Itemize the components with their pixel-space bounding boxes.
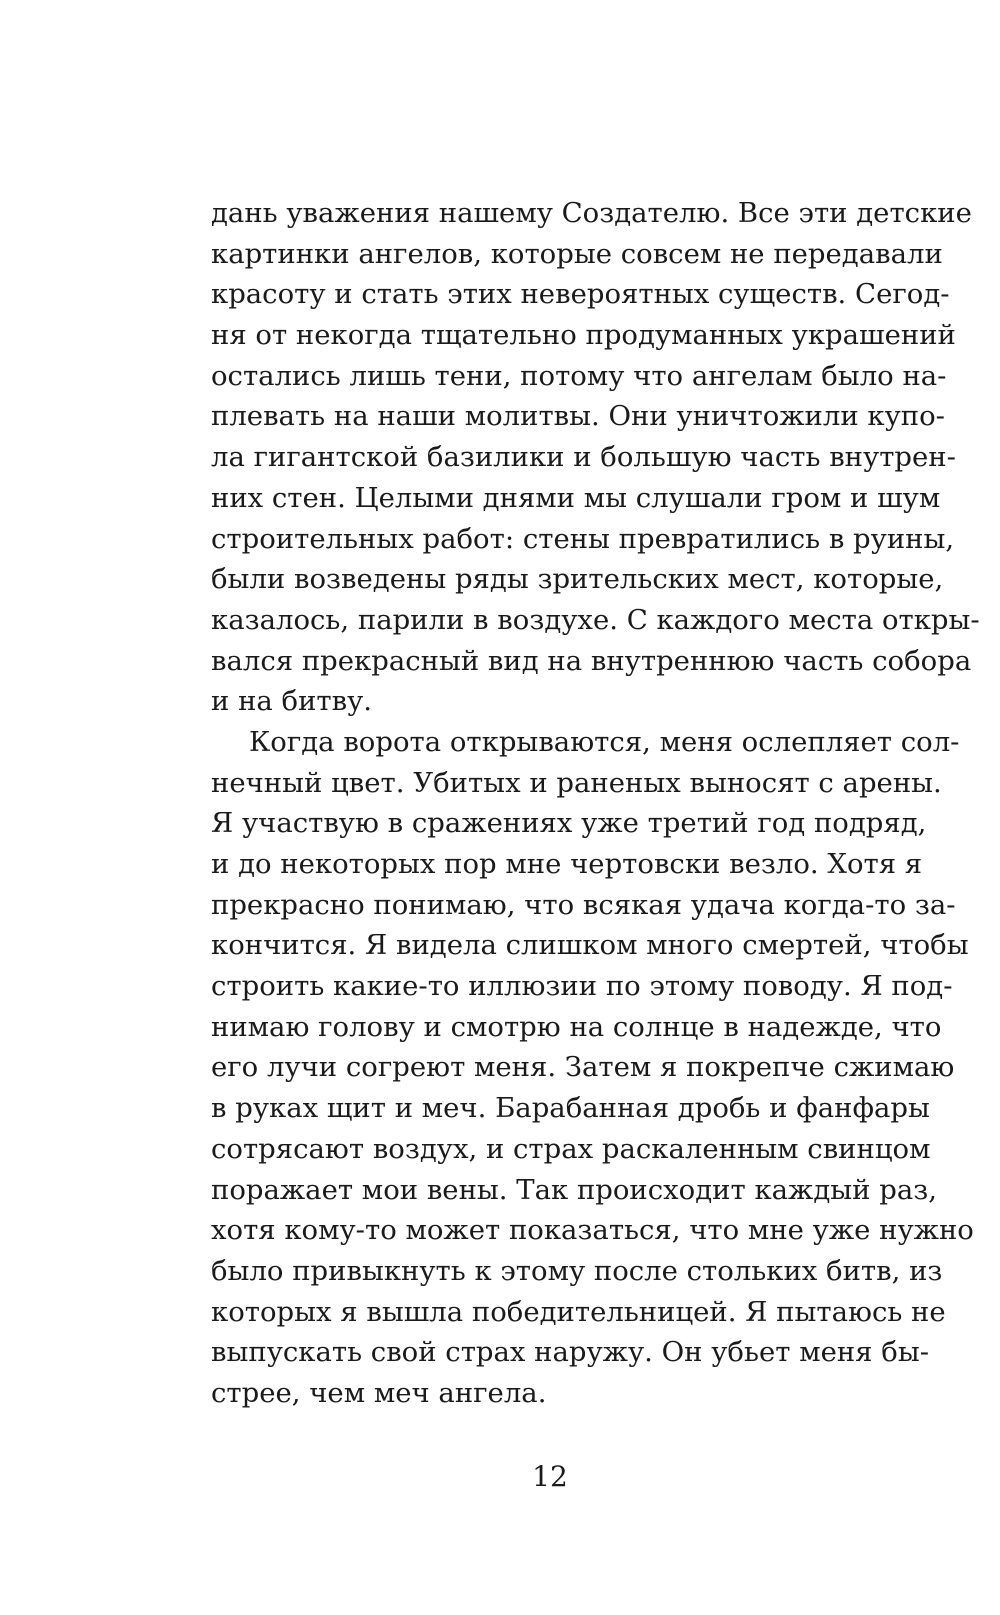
text-line: сотрясают воздух, и страх раскаленным свинцом [211, 1132, 931, 1165]
text-line: Когда ворота открываются, меня ослепляет сол- [249, 725, 960, 758]
text-line: плевать на наши молитвы. Они уничтожили купо- [211, 400, 945, 433]
body-text [211, 193, 980, 1414]
text-line: них стен. Целыми днями мы слушали гром и шум [211, 481, 941, 514]
text-line: нечный цвет. Убитых и раненых выносят с арены. [211, 766, 942, 799]
text-line: выпускать свой страх наружу. Он убьет меня бы- [211, 1336, 930, 1369]
text-line: хотя кому-то может показаться, что мне уже нужно [211, 1214, 974, 1247]
paragraph-1 [211, 193, 980, 722]
text-line: ла гигантской базилики и большую часть внутрен- [211, 441, 956, 474]
text-line: остались лишь тени, потому что ангелам было на- [211, 359, 947, 392]
text-line: поражает мои вены. Так происходит каждый раз, [211, 1173, 937, 1206]
text-line: и на битву. [211, 685, 373, 718]
text-line: казалось, парили в воздухе. С каждого места откры- [211, 603, 980, 636]
text-line: было привыкнуть к этому после стольких битв, из [211, 1254, 943, 1287]
paragraph-2 [211, 722, 974, 1414]
text-line: ня от некогда тщательно продуманных украшений [211, 319, 956, 352]
text-line: в руках щит и меч. Барабанная дробь и фанфары [211, 1092, 930, 1125]
text-line: прекрасно понимаю, что всякая удача когда-то за- [211, 888, 956, 921]
text-line: красоту и стать этих невероятных существ. Сегод- [211, 278, 950, 311]
text-line: его лучи согреют меня. Затем я покрепче сжимаю [211, 1051, 955, 1084]
text-line: Я участвую в сражениях уже третий год подряд, [211, 807, 927, 840]
text-line: нимаю голову и смотрю на солнце в надежде, что [211, 1010, 942, 1043]
page-number: 12 [532, 1460, 568, 1493]
text-line: стрее, чем меч ангела. [211, 1376, 547, 1409]
text-line: кончится. Я видела слишком много смертей, чтобы [211, 929, 969, 962]
text-line: которых я вышла победительницей. Я пытаюсь не [211, 1295, 946, 1328]
text-line: картинки ангелов, которые совсем не передавали [211, 237, 943, 270]
text-line: строительных работ: стены превратились в руины, [211, 522, 955, 555]
text-line: дань уважения нашему Создателю. Все эти детские [211, 197, 972, 229]
text-line: строить какие-то иллюзии по этому поводу. Я под- [211, 970, 953, 1003]
text-line: и до некоторых пор мне чертовски везло. Хотя я [211, 848, 923, 880]
text-line: вался прекрасный вид на внутреннюю часть собора [211, 644, 972, 677]
text-line: были возведены ряды зрительских мест, которые, [211, 563, 944, 596]
